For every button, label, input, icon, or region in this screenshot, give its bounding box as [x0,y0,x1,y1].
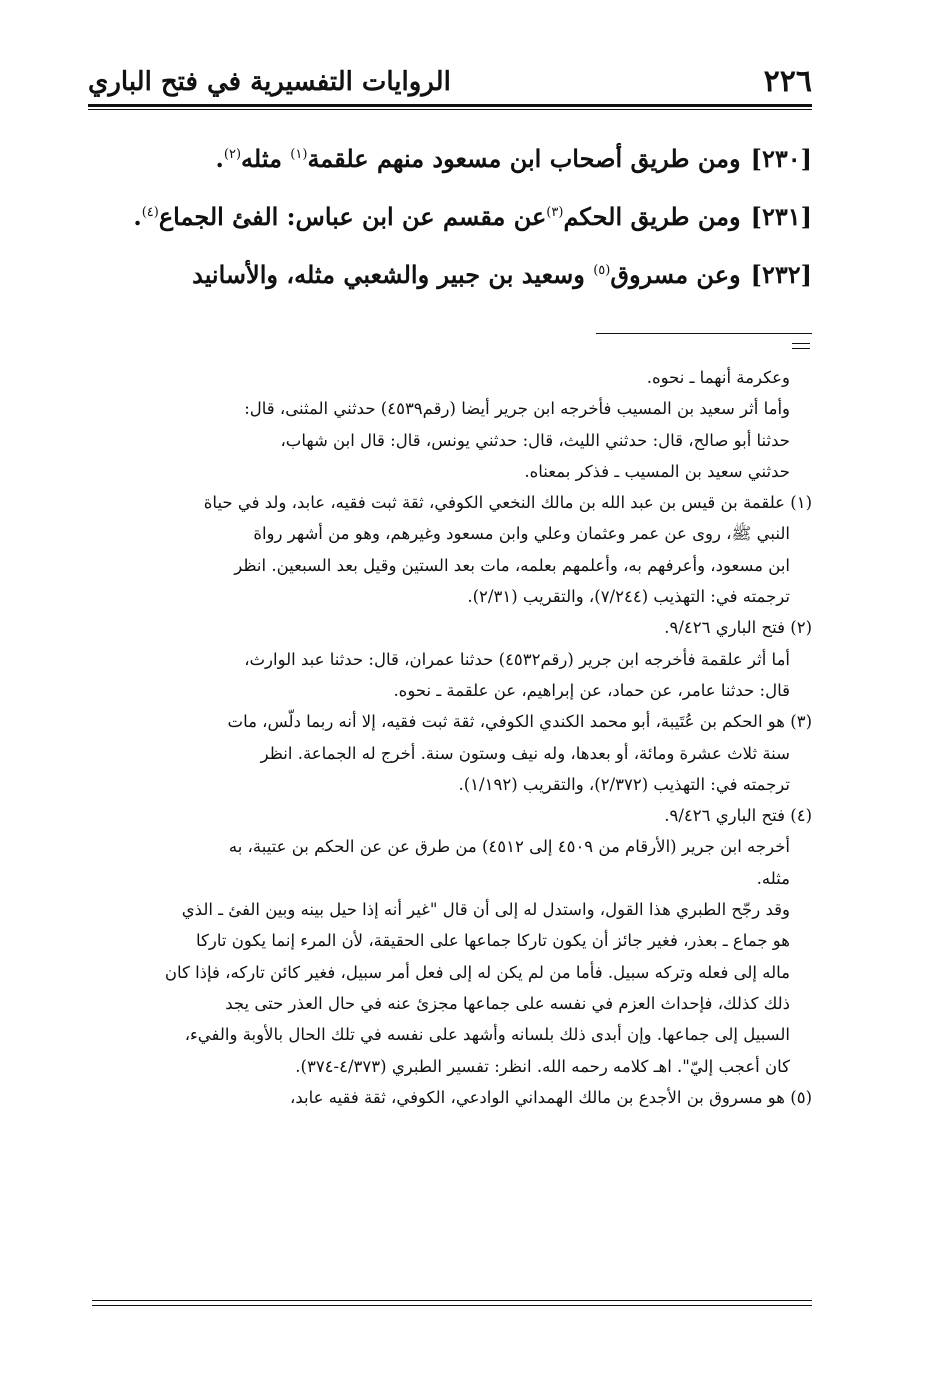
footer-rule [92,1305,812,1306]
footnote-line: هو جماع ـ بعذر، فغير جائز أن يكون تاركا جماعها على الحقيقة، لأن المرء إنما يكون تاركا [196,931,790,951]
footnote-ref[interactable]: (٥) [593,263,611,278]
footnote-line: السبيل إلى جماعها. وإن أبدى ذلك بلسانه وأشهد على نفسه في تلك الحال بالأوبة والفيء، [184,1025,790,1045]
narration-number: [٢٣١] [750,202,812,231]
footer-rule [92,1300,812,1301]
footnote-separator [596,333,812,334]
footnote-entry: (٢) فتح الباري ٩/٤٢٦. [664,618,812,638]
footnote-line: أما أثر علقمة فأخرجه ابن جرير (رقم٤٥٣٢) حدثنا عمران، قال: حدثنا عبد الوارث، [244,649,790,669]
footnote-line: مثله. [756,868,790,888]
narration-number: [٢٣٢] [750,260,812,289]
footnote-ref[interactable]: (٣) [546,205,564,220]
narration-231 [90,188,812,246]
footnote-entry: (٤) فتح الباري ٩/٤٢٦. [664,806,812,826]
narration-232 [90,246,812,304]
footnote-line: ماله إلى فعله وتركه سبيل. فأما من لم يكن له إلى فعل أمر سبيل، فغير كائن تاركه، فإذا كان [164,962,790,982]
footnote-line: حدثنا أبو صالح، قال: حدثني الليث، قال: حدثني يونس، قال: قال ابن شهاب، [280,430,790,450]
footnote-line: وأما أثر سعيد بن المسيب فأخرجه ابن جرير أيضا (رقم٤٥٣٩) حدثني المثنى، قال: [244,399,790,419]
running-title: الروايات التفسيرية في فتح الباري [88,67,451,97]
narration-230 [90,130,812,188]
footnote-ref[interactable]: (٤) [141,205,159,220]
page-number: ٢٢٦ [763,64,812,99]
footnote-entry: (٣) هو الحكم بن عُتَيبة، أبو محمد الكندي الكوفي، ثقة ثبت فقيه، إلا أنه ربما دلّس، مات [227,712,812,732]
footnote-line: حدثني سعيد بن المسيب ـ فذكر بمعناه. [524,461,790,481]
footnote-line: النبي ﷺ، روى عن عمر وعثمان وعلي وابن مسعود وغيرهم، وهو من أشهر رواة [253,524,790,544]
footnote-ref[interactable]: (١) [290,147,308,162]
narration-tail: . [215,144,224,173]
footnote-line: ترجمته في: التهذيب (٧/٢٤٤)، والتقريب (٢/٣١). [467,587,790,607]
footnote-line: ذلك كذلك، فإحداث العزم في نفسه على جماعها مجزئ عنه في حال العذر حتى يجد [225,993,790,1013]
footnote-line: وقد رجّح الطبري هذا القول، واستدل له إلى أن قال "غير أنه إذا حيل بينه وبين الفئ ـ الذي [181,900,790,920]
narration-tail: . [133,202,142,231]
footnote-line: وعكرمة أنهما ـ نحوه. [646,368,790,387]
footnote-continuation-mark [792,348,810,349]
footnote-line: أخرجه ابن جرير (الأرقام من ٤٥٠٩ إلى ٤٥١٢) من طرق عن عن الحكم بن عتيبة، به [228,837,790,857]
narration-text: وسعيد بن جبير والشعبي مثله، والأسانيد [192,260,594,289]
footnote-entry: (٥) هو مسروق بن الأجدع بن مالك الهمداني الوادعي، الكوفي، ثقة فقيه عابد، [290,1087,812,1107]
footnote-line: سنة ثلاث عشرة ومائة، أو بعدها، وله نيف وستون سنة. أخرج له الجماعة. انظر [260,743,790,763]
header-rule-thin [88,109,812,110]
narration-text: عن مقسم عن ابن عباس: الفئ الجماع [158,202,547,231]
footnote-line: ابن مسعود، وأعرفهم به، وأعلمهم بعلمه، مات بعد الستين وقيل بعد السبعين. انظر [234,555,790,575]
narration-text: ومن طريق أصحاب ابن مسعود منهم علقمة [307,144,741,173]
running-header [88,62,812,102]
footnote-line: ترجمته في: التهذيب (٢/٣٧٢)، والتقريب (١/١٩٢). [458,774,790,794]
footnote-line: كان أعجب إليّ". اهـ كلامه رحمه الله. انظر: تفسير الطبري (٤/٣٧٣-٣٧٤). [295,1056,790,1076]
narration-text: ومن طريق الحكم [563,202,741,231]
main-text [90,130,812,304]
footnote-entry: (١) علقمة بن قيس بن عبد الله بن مالك النخعي الكوفي، ثقة ثبت فقيه، عابد، ولد في حياة [203,493,812,513]
footnotes [92,362,812,1113]
header-rule [88,104,812,107]
narration-text: وعن مسروق [610,260,741,289]
footnote-continuation-mark [792,343,810,344]
footnote-line: قال: حدثنا عامر، عن حماد، عن إبراهيم، عن علقمة ـ نحوه. [393,680,790,700]
narration-number: [٢٣٠] [750,144,812,173]
narration-text: مثله [241,144,291,173]
footnote-ref[interactable]: (٢) [223,147,242,162]
